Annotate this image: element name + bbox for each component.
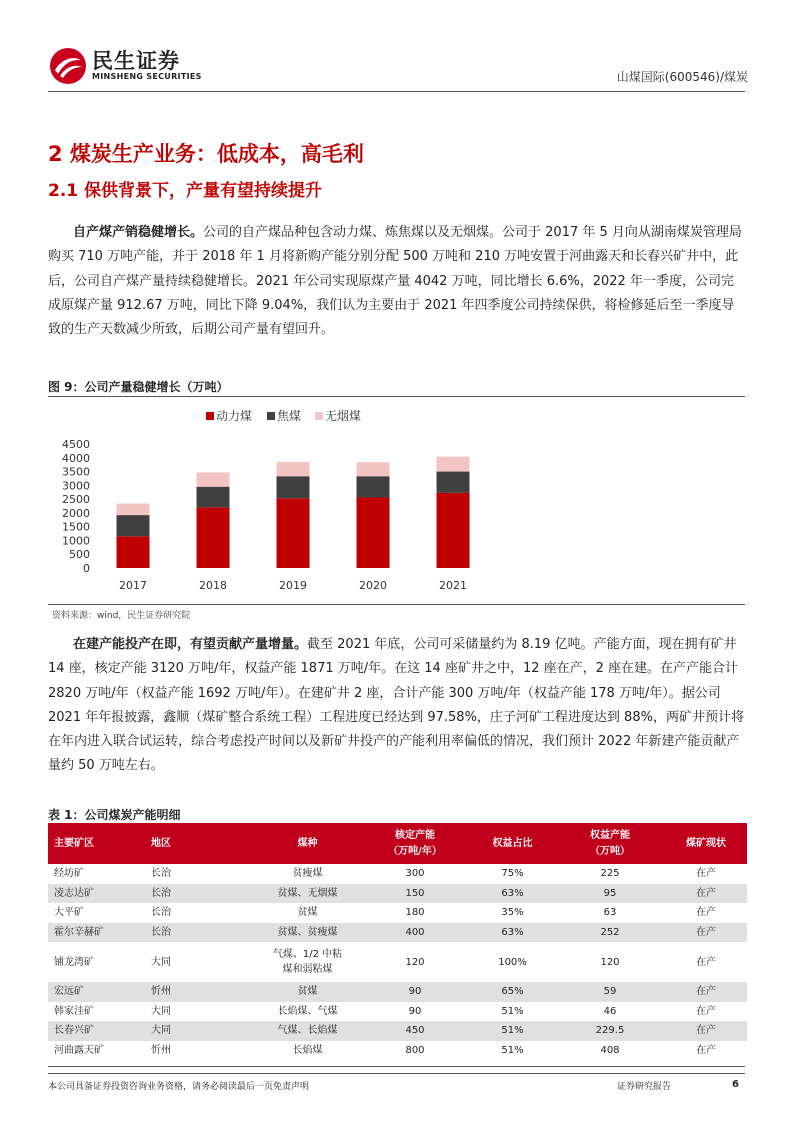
paragraph-body: 截至 2021 年底，公司可采储量约为 8.19 亿吨。产能方面，现在拥有矿井 14 座，核定产能 3120 万吨/年，权益产能 1871 万吨/年。在这 14 座矿井之中，12 座在产，2 座在建。在产产能合计 2820 万吨/年（权益产能 1692 万吨/年）。在建矿井 2 座，合计产能 300 万吨/年（权益产能 178 万吨/年）。据公司 2021 年年报披露，鑫顺（煤矿整合系统工程）工程进度已经达到 97.58%，庄子河矿工程进度达到 88%，两矿井预计将在年内进入联合试运转，综合考虑投产时间以及新矿井投产的产能利用率偏低的情况，我们预计 2022 年新建产能贡献产量约 50 万吨左右。 <box>48 637 744 774</box>
bar-动力煤-2019 <box>277 498 310 568</box>
logo-chinese-name: 民生证券 <box>92 49 180 73</box>
table-row: 大平矿 长治 贫煤 180 35% 63 在产 <box>54 907 716 919</box>
bar-动力煤-2017 <box>117 536 150 568</box>
production-chart <box>48 398 745 603</box>
page-header <box>48 42 748 92</box>
col-equity: 权益产能 （万吨） <box>555 823 665 864</box>
table-row: 霍尔辛赫矿 长治 贫煤、贫瘦煤 400 63% 252 在产 <box>48 923 747 943</box>
table-row: 宏远矿 忻州 贫煤 90 65% 59 在产 <box>48 982 747 1002</box>
y-tick-label: 2000 <box>62 506 90 520</box>
bar-无烟煤-2021 <box>437 457 470 472</box>
y-tick-label: 500 <box>69 548 90 562</box>
page-number: 6 <box>732 1079 739 1090</box>
y-tick-label: 4000 <box>62 451 90 465</box>
col-share: 权益占比 <box>470 823 555 864</box>
section-heading: 2 煤炭生产业务：低成本，高毛利 <box>48 142 364 166</box>
paragraph-lead: 自产煤产销稳健增长。 <box>73 225 204 240</box>
table-title: 表 1：公司煤炭产能明细 <box>48 808 181 822</box>
footer-disclaimer: 本公司具备证券投资咨询业务资格，请务必阅读最后一页免责声明 <box>48 1082 310 1092</box>
legend-label: 焦煤 <box>277 409 302 423</box>
bar-无烟煤-2018 <box>197 472 230 486</box>
subsection-heading: 2.1 保供背景下，产量有望持续提升 <box>48 181 323 201</box>
y-tick-label: 4500 <box>62 438 90 451</box>
legend-swatch <box>315 412 323 420</box>
legend-label: 动力煤 <box>216 409 253 423</box>
x-tick-label: 2018 <box>199 579 227 592</box>
bar-焦煤-2019 <box>277 476 310 498</box>
col-coal: 煤种 <box>255 823 360 864</box>
figure-bottom-rule <box>48 604 745 605</box>
table-row: 河曲露天矿 忻州 长焰煤 800 51% 408 在产 <box>54 1044 716 1056</box>
footer-report-type: 证券研究报告 <box>617 1082 672 1092</box>
col-mine: 主要矿区 <box>48 823 145 864</box>
paragraph-production <box>48 221 745 342</box>
table-row: 经坊矿 长治 贫瘦煤 300 75% 225 在产 <box>54 868 716 880</box>
y-tick-label: 1500 <box>62 520 90 534</box>
table-row: 铺龙湾矿 大同 气煤、1/2 中粘 煤和弱粘煤 120 100% 120 在产 <box>54 949 716 975</box>
legend-label: 无烟煤 <box>325 409 362 423</box>
paragraph-capacity <box>48 633 745 779</box>
y-tick-label: 1000 <box>62 534 90 548</box>
figure-top-rule <box>48 396 745 397</box>
y-tick-label: 0 <box>83 562 90 575</box>
y-tick-label: 3500 <box>62 465 90 479</box>
figure-title: 图 9：公司产量稳健增长（万吨） <box>48 380 229 394</box>
report-subject: 山煤国际(600546)/煤炭 <box>616 70 748 84</box>
table-row: 韩家洼矿 大同 长焰煤、气煤 90 51% 46 在产 <box>54 1005 716 1017</box>
y-tick-label: 3000 <box>62 479 90 493</box>
bar-无烟煤-2020 <box>357 462 390 476</box>
header-divider <box>48 91 745 92</box>
bar-动力煤-2020 <box>357 497 390 568</box>
minsheng-logo-icon <box>48 46 88 86</box>
paragraph-lead: 在建产能投产在即，有望贡献产量增量。 <box>73 637 308 652</box>
legend-swatch <box>206 412 214 420</box>
table-row: 长春兴矿 大同 气煤、长焰煤 450 51% 229.5 在产 <box>48 1021 747 1041</box>
table-bottom-rule <box>48 1066 745 1067</box>
col-capacity: 核定产能 （万吨/年） <box>360 823 470 864</box>
logo-english-name: MINSHENG SECURITIES <box>92 72 202 81</box>
bar-焦煤-2021 <box>437 472 470 493</box>
col-status: 煤矿现状 <box>665 823 747 864</box>
legend-swatch <box>267 412 275 420</box>
capacity-table <box>48 823 747 1060</box>
bar-无烟煤-2017 <box>117 504 150 516</box>
table-header-row <box>48 823 747 864</box>
bar-无烟煤-2019 <box>277 462 310 476</box>
bar-焦煤-2020 <box>357 476 390 497</box>
bar-动力煤-2021 <box>437 493 470 568</box>
bar-焦煤-2018 <box>197 487 230 508</box>
bar-动力煤-2018 <box>197 507 230 568</box>
x-tick-label: 2021 <box>439 579 467 592</box>
figure-source: 资料来源：wind，民生证券研究院 <box>52 611 191 621</box>
bar-焦煤-2017 <box>117 515 150 536</box>
x-tick-label: 2019 <box>279 579 307 592</box>
table-row: 凌志达矿 长治 贫煤、无烟煤 150 63% 95 在产 <box>48 884 747 904</box>
y-tick-label: 2500 <box>62 493 90 507</box>
footer-divider <box>48 1073 745 1074</box>
col-region: 地区 <box>145 823 255 864</box>
x-tick-label: 2020 <box>359 579 387 592</box>
paragraph-body: 公司的自产煤品种包含动力煤、炼焦煤以及无烟煤。公司于 2017 年 5 月向从湖南煤炭管理局购买 710 万吨产能，并于 2018 年 1 月将新购产能分别分配 500 万吨和 210 万吨安置于河曲露天和长春兴矿井中，此后，公司自产煤产量持续稳健增长。2021 年公司实现原煤产量 4042 万吨，同比增长 6.6%，2022 年一季度，公司完成原煤产量 912.67 万吨，同比下降 9.04%，我们认为主要由于 2021 年四季度公司持续保供，将检修延后至一季度导致的生产天数减少所致，后期公司产量有望回升。 <box>48 225 742 338</box>
x-tick-label: 2017 <box>119 579 147 592</box>
